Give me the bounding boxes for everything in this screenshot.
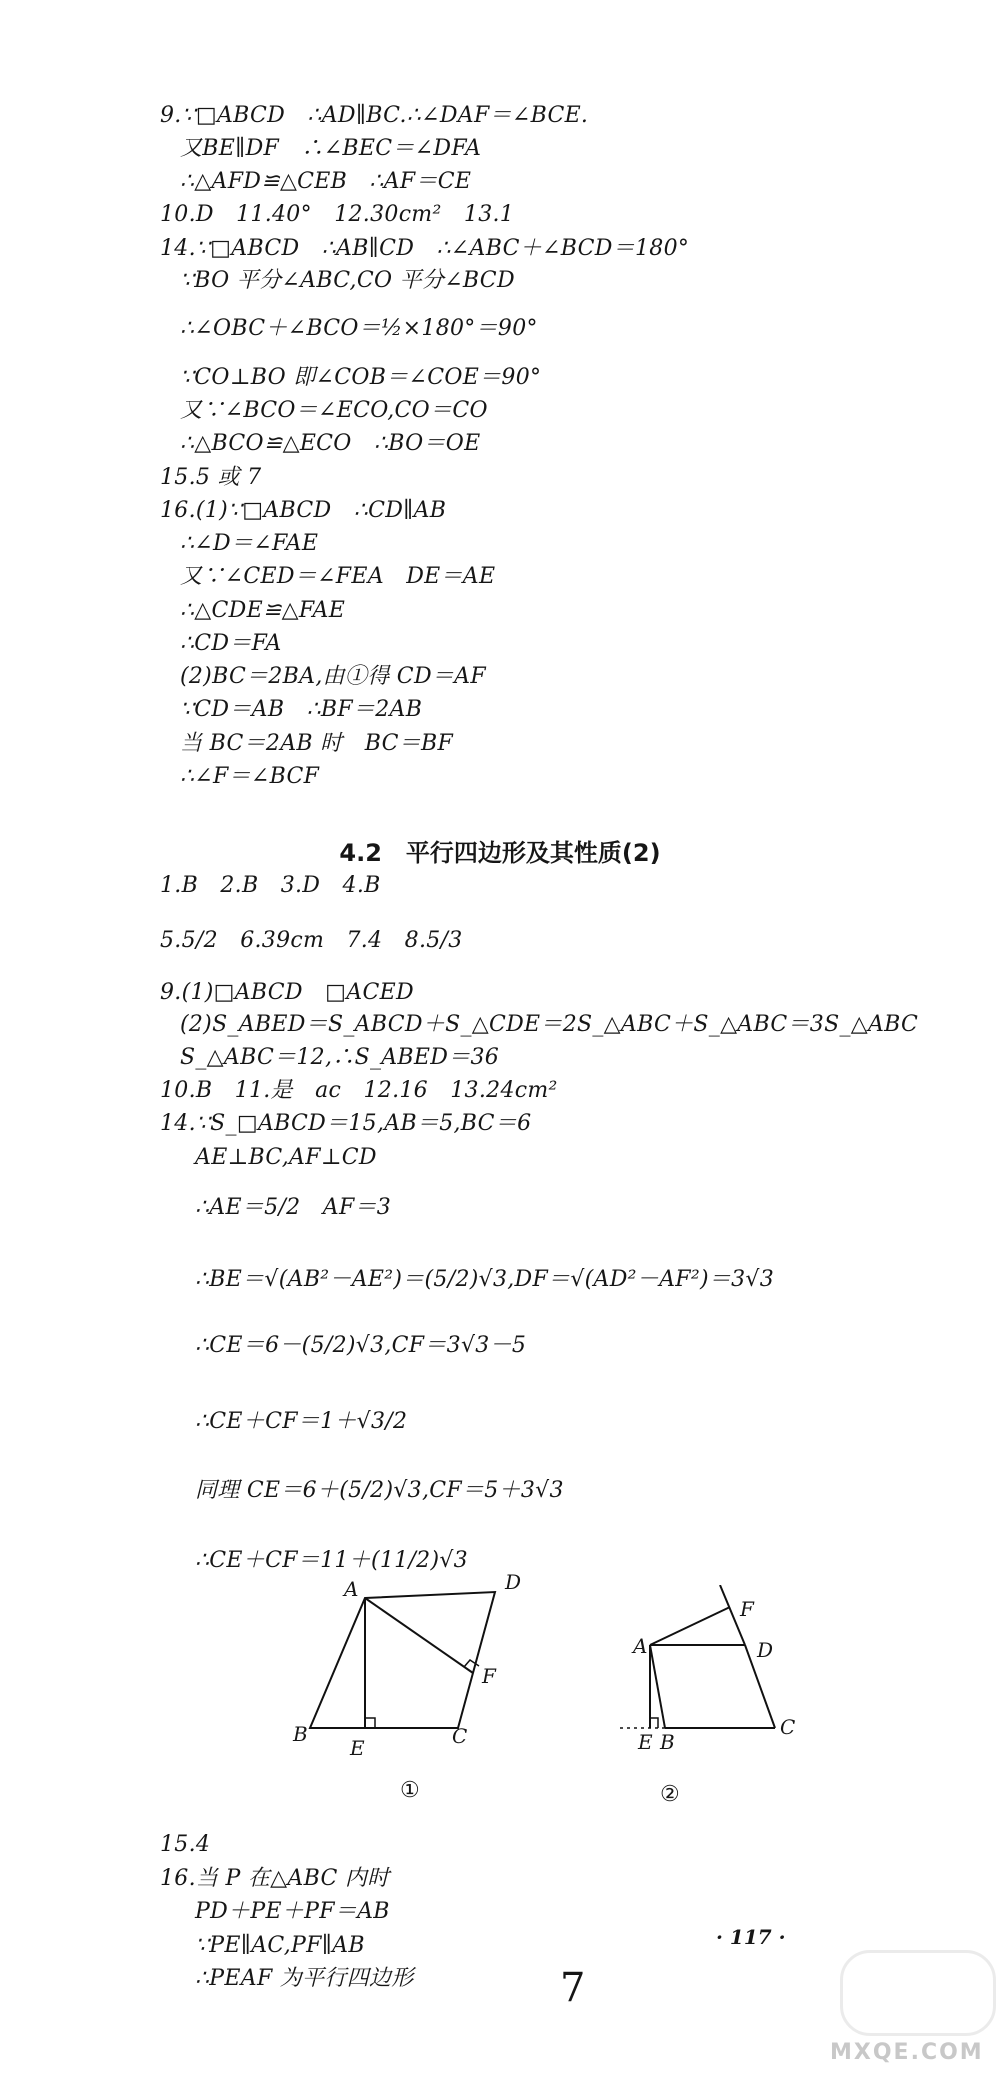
fig2-label-d: D <box>757 1638 774 1662</box>
fig2-right-angle-e <box>650 1718 658 1728</box>
ans-16-line5: ∴CD＝FA <box>180 631 282 656</box>
fig2-caption: ② <box>660 1782 680 1807</box>
fig2-label-e: E <box>638 1730 653 1754</box>
fig2-af <box>650 1607 730 1645</box>
ans-16-line1: 16.(1)∵□ABCD ∴CD∥AB <box>160 498 447 523</box>
ans-14-line3: ∴∠OBC＋∠BCO＝½×180°＝90° <box>180 316 538 341</box>
ans-14-line5: 又∵∠BCO＝∠ECO,CO＝CO <box>180 398 488 423</box>
ans-16-line4: ∴△CDE≌△FAE <box>180 598 346 623</box>
ans-16-line6: (2)BC＝2BA,由①得 CD＝AF <box>180 664 486 689</box>
page-number: · 117 · <box>716 1925 786 1949</box>
ans-16-line2: ∴∠D＝∠FAE <box>180 531 319 556</box>
ans-9-line1: 9.∵□ABCD ∴AD∥BC.∴∠DAF＝∠BCE. <box>160 103 589 128</box>
ans-14-line1: 14.∵□ABCD ∴AB∥CD ∴∠ABC＋∠BCD＝180° <box>160 236 690 261</box>
ans-14-line4: ∵CO⊥BO 即∠COB＝∠COE＝90° <box>180 365 542 390</box>
ans-b-16-line1: 16.当 P 在△ABC 内时 <box>160 1866 390 1891</box>
ans-b-9-line2: (2)S_ABED＝S_ABCD＋S_△CDE＝2S_△ABC＋S_△ABC＝3S_△ABC <box>180 1012 919 1037</box>
fig2-label-b: B <box>660 1730 675 1754</box>
fig1-quad <box>310 1592 495 1728</box>
ans-b-14-line6: ∴CE＋CF＝1＋√3/2 <box>195 1409 408 1434</box>
ans-b-1-4: 1.B 2.B 3.D 4.B <box>160 873 381 898</box>
ans-b-9-line1: 9.(1)□ABCD □ACED <box>160 980 414 1005</box>
fig2-label-a: A <box>633 1634 648 1658</box>
ans-16-line3: 又∵∠CED＝∠FEA DE＝AE <box>180 564 496 589</box>
ans-b-14-line2: AE⊥BC,AF⊥CD <box>195 1145 377 1170</box>
fig1-label-d: D <box>505 1570 522 1594</box>
fig2-label-f: F <box>740 1597 754 1621</box>
ans-9-line2: 又BE∥DF ∴∠BEC＝∠DFA <box>180 136 482 161</box>
watermark-text: MXQE.COM <box>830 2040 984 2065</box>
section-heading: 4.2 平行四边形及其性质(2) <box>339 839 661 867</box>
fig1-label-a: A <box>344 1577 359 1601</box>
ans-b-14-line5: ∴CE＝6－(5/2)√3,CF＝3√3－5 <box>195 1333 527 1358</box>
ans-16-line7: ∵CD＝AB ∴BF＝2AB <box>180 697 423 722</box>
ans-b-14-line8: ∴CE＋CF＝11＋(11/2)√3 <box>195 1548 468 1573</box>
ans-10-13: 10.D 11.40° 12.30cm² 13.1 <box>160 202 515 227</box>
fig2-ba <box>650 1645 665 1728</box>
ans-b-14-line7: 同理 CE＝6＋(5/2)√3,CF＝5＋3√3 <box>195 1478 564 1503</box>
fig1-label-e: E <box>350 1736 365 1760</box>
ans-b-16-line2: PD＋PE＋PF＝AB <box>195 1899 390 1924</box>
fig1-caption: ① <box>400 1778 420 1803</box>
ans-b-15: 15.4 <box>160 1832 211 1857</box>
watermark-stamp <box>840 1950 996 2036</box>
ans-16-line9: ∴∠F＝∠BCF <box>180 764 320 789</box>
ans-15: 15.5 或 7 <box>160 465 262 490</box>
figure-1-parallelogram <box>280 1580 540 1750</box>
fig1-right-angle-e <box>365 1718 375 1728</box>
ans-b-16-line3: ∵PE∥AC,PF∥AB <box>195 1933 365 1958</box>
ans-b-14-line1: 14.∵S_□ABCD＝15,AB＝5,BC＝6 <box>160 1111 532 1136</box>
ans-b-14-line4: ∴BE＝√(AB²－AE²)＝(5/2)√3,DF＝√(AD²－AF²)＝3√3 <box>195 1267 775 1292</box>
fig1-label-c: C <box>452 1724 468 1748</box>
ans-14-line6: ∴△BCO≌△ECO ∴BO＝OE <box>180 431 481 456</box>
fig1-label-b: B <box>293 1722 308 1746</box>
ans-14-line2: ∵BO 平分∠ABC,CO 平分∠BCD <box>180 268 515 293</box>
ans-b-9-line3: S_△ABC＝12,∴S_ABED＝36 <box>180 1045 500 1070</box>
ans-9-line3: ∴△AFD≌△CEB ∴AF＝CE <box>180 169 472 194</box>
ans-b-5-8: 5.5/2 6.39cm 7.4 8.5/3 <box>160 928 463 953</box>
ans-b-14-line3: ∴AE＝5/2 AF＝3 <box>195 1195 392 1220</box>
corner-mark: 7 <box>560 1965 586 2011</box>
ans-16-line8: 当 BC＝2AB 时 BC＝BF <box>180 731 454 756</box>
ans-b-16-line4: ∴PEAF 为平行四边形 <box>195 1966 414 1991</box>
fig1-label-f: F <box>482 1664 496 1688</box>
ans-b-10-13: 10.B 11.是 ac 12.16 13.24cm² <box>160 1078 558 1103</box>
fig2-label-c: C <box>780 1715 796 1739</box>
fig1-af <box>365 1598 473 1673</box>
